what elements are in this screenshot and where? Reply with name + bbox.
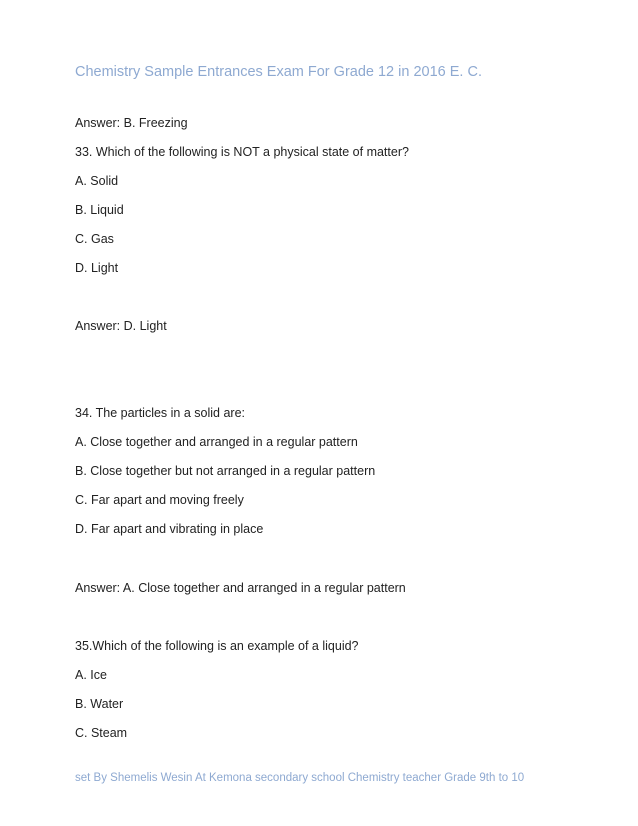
question-33: 33. Which of the following is NOT a physical state of matter? — [75, 145, 409, 159]
question-35-option-c: C. Steam — [75, 726, 128, 740]
question-34: 34. The particles in a solid are: — [75, 406, 246, 420]
question-35-option-a: A. Ice — [75, 668, 107, 682]
question-34-option-c: C. Far apart and moving freely — [75, 493, 244, 507]
question-33-option-c: C. Gas — [75, 232, 114, 246]
question-33-option-d: D. Light — [75, 261, 119, 275]
question-34-answer: Answer: A. Close together and arranged in a regular pattern — [75, 581, 406, 595]
question-35: 35.Which of the following is an example of a liquid? — [75, 639, 359, 653]
question-33-option-a: A. Solid — [75, 174, 119, 188]
question-34-option-b: B. Close together but not arranged in a regular pattern — [75, 464, 376, 478]
previous-answer: Answer: B. Freezing — [75, 116, 188, 130]
page-header-title: Chemistry Sample Entrances Exam For Grade 12 in 2016 E. C. — [75, 64, 482, 80]
question-33-option-b: B. Liquid — [75, 203, 124, 217]
question-34-option-a: A. Close together and arranged in a regular pattern — [75, 435, 358, 449]
question-35-option-b: B. Water — [75, 697, 124, 711]
page-footer: set By Shemelis Wesin At Kemona secondary school Chemistry teacher Grade 9th to 10 — [75, 772, 525, 784]
question-34-option-d: D. Far apart and vibrating in place — [75, 522, 264, 536]
question-33-answer: Answer: D. Light — [75, 319, 167, 333]
